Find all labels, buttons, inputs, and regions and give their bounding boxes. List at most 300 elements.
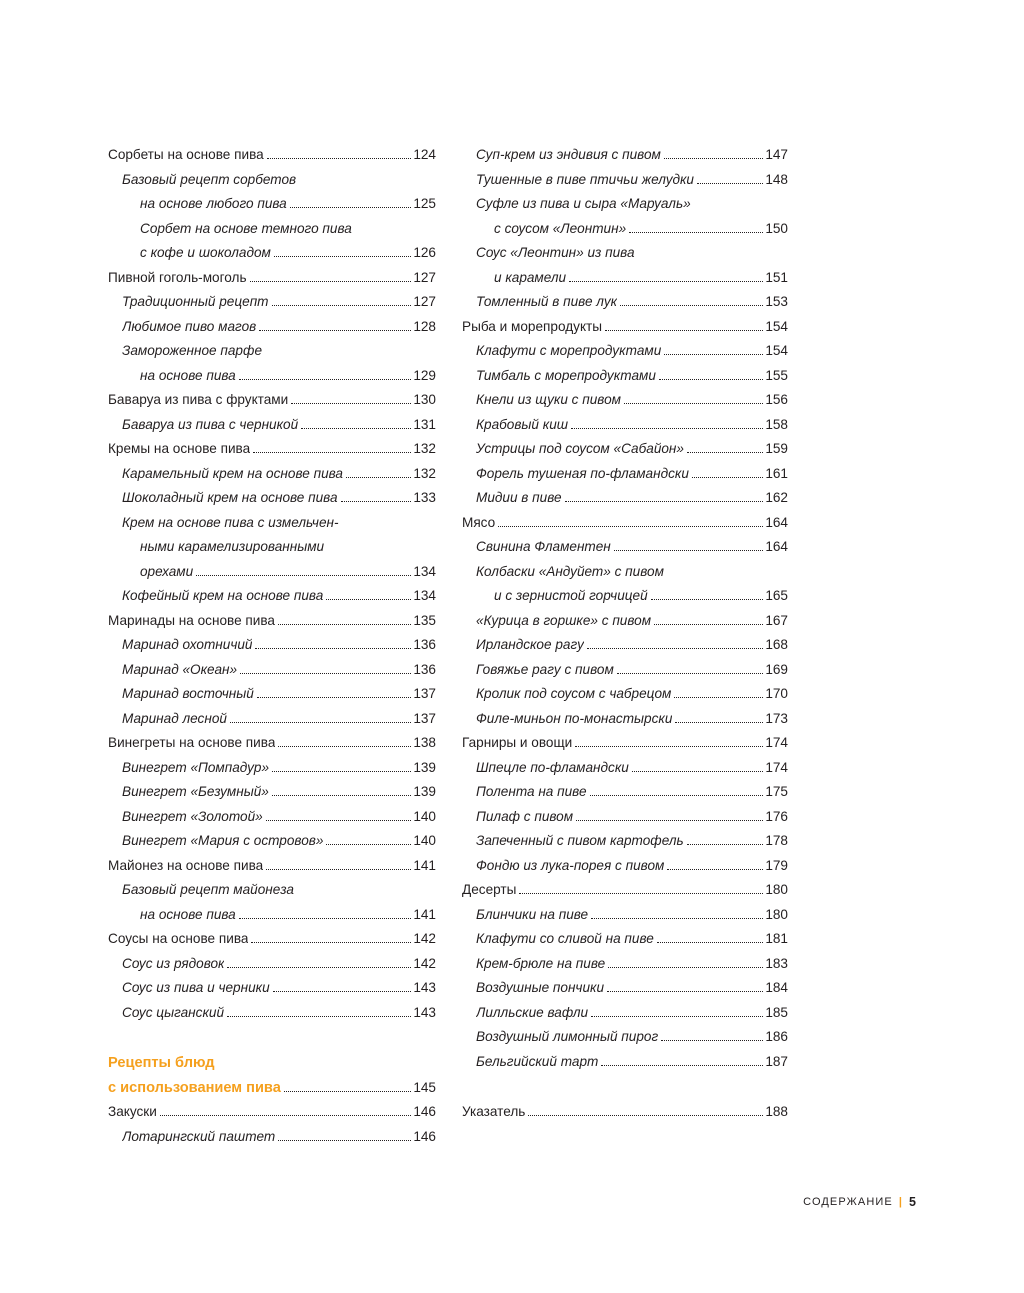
toc-entry-page: 164 (765, 539, 788, 554)
leader-dots (587, 648, 763, 649)
toc-entry[interactable] (462, 1100, 788, 1125)
toc-entry-page: 174 (765, 759, 788, 775)
leader-dots (675, 722, 763, 723)
toc-entry-page: 151 (765, 269, 788, 285)
footer-separator: | (898, 1196, 904, 1208)
toc-entry-page: 185 (765, 1004, 788, 1020)
toc-list-left-after (108, 1100, 436, 1149)
toc-entry[interactable] (108, 241, 436, 266)
toc-entry[interactable] (462, 339, 788, 364)
toc-entry-page: 143 (413, 1004, 436, 1020)
toc-entry-page: 133 (413, 490, 436, 505)
toc-entry-page: 137 (413, 710, 436, 726)
toc-entry[interactable] (462, 658, 788, 683)
toc-entry-label: с кофе и шоколадом (140, 245, 271, 260)
index-spacer (462, 1074, 788, 1100)
toc-entry[interactable] (462, 805, 788, 830)
leader-dots (272, 305, 412, 306)
leader-dots (697, 183, 763, 184)
toc-entry-label: Маринад лесной (122, 710, 227, 726)
toc-entry-label: Суфле из пива и сыра «Маруаль» (476, 196, 691, 211)
toc-entry-page: 135 (413, 612, 436, 628)
leader-dots (664, 158, 763, 159)
toc-entry[interactable] (108, 511, 436, 536)
leader-dots (251, 942, 411, 943)
toc-entry[interactable] (462, 217, 788, 242)
toc-entry-label: Традиционный рецепт (122, 294, 269, 309)
leader-dots (250, 281, 412, 282)
leader-dots (274, 256, 411, 257)
section-heading-line1 (108, 1051, 436, 1076)
toc-entry-label: Кофейный крем на основе пива (122, 588, 324, 603)
toc-entry-page: 156 (765, 392, 788, 407)
toc-entry[interactable] (462, 682, 788, 707)
toc-entry[interactable] (108, 878, 436, 903)
toc-entry[interactable] (108, 707, 436, 732)
toc-entry[interactable] (108, 413, 436, 438)
toc-entry[interactable] (108, 217, 436, 242)
leader-dots (692, 477, 763, 478)
toc-entry-page: 165 (765, 588, 788, 603)
toc-entry-label: Кремы на основе пива (108, 441, 251, 456)
toc-entry[interactable] (108, 927, 436, 952)
section-heading-text-line1: Рецепты блюд (108, 1055, 215, 1071)
toc-entry-label: Воздушный лимонный пирог (476, 1029, 659, 1044)
toc-entry-label: орехами (140, 563, 194, 579)
section-spacer (108, 1025, 436, 1051)
leader-dots (326, 599, 411, 600)
leader-dots (160, 1115, 411, 1116)
toc-entry-page: 155 (765, 367, 788, 383)
toc-entry-label: Бавaруа из пива с фруктами (108, 392, 289, 407)
toc-entry-page: 161 (765, 465, 788, 481)
toc-entry-page: 140 (413, 833, 436, 848)
toc-entry[interactable] (462, 829, 788, 854)
toc-entry-page: 136 (413, 637, 436, 652)
toc-entry-page: 153 (765, 294, 788, 309)
toc-entry-page: 146 (413, 1128, 436, 1144)
toc-entry-label: «Курица в горшке» с пивом (476, 612, 652, 628)
leader-dots (255, 648, 411, 649)
toc-entry-label: Говяжье рагу с пивом (476, 661, 614, 677)
toc-entry[interactable] (108, 805, 436, 830)
leader-dots (576, 820, 763, 821)
toc-entry-page: 124 (413, 147, 436, 162)
toc-entry-page: 162 (765, 490, 788, 505)
leader-dots (591, 1016, 763, 1017)
leader-dots (629, 232, 763, 233)
leader-dots (266, 820, 412, 821)
toc-entry-page: 125 (413, 196, 436, 211)
toc-entry-label: Маринад «Океан» (122, 661, 238, 677)
toc-entry-label: Крем-брюле на пиве (476, 955, 606, 971)
toc-entry-label: ными карамелизированными (140, 539, 325, 554)
leader-dots (278, 624, 411, 625)
toc-entry-page: 129 (413, 367, 436, 383)
toc-entry-label: Базовый рецепт сорбетов (122, 171, 297, 187)
toc-entry-label: Томленный в пиве лук (476, 294, 618, 309)
leader-dots (687, 452, 763, 453)
toc-entry-label: Тимбаль с морепродуктами (476, 367, 656, 383)
toc-entry-page: 158 (765, 416, 788, 432)
leader-dots (272, 795, 411, 796)
toc-entry-label: Кнели из щуки с пивом (476, 392, 621, 407)
toc-entry[interactable] (462, 731, 788, 756)
toc-entry-label: Винегреты на основе пива (108, 735, 276, 750)
toc-entry-label: Соус «Леонтин» из пива (476, 245, 635, 260)
toc-entry-label: Полента на пиве (476, 784, 587, 799)
toc-entry-label: Баваруа из пива с черникой (122, 416, 299, 432)
toc-entry-label: Пивной гоголь-моголь (108, 269, 247, 285)
toc-entry-label: на основе пива (140, 906, 236, 922)
toc-entry-label: Сорбеты на основе пива (108, 147, 264, 162)
toc-entry[interactable] (108, 903, 436, 928)
leader-dots (290, 207, 412, 208)
toc-entry-label: Соусы на основе пива (108, 931, 249, 946)
leader-dots (661, 1040, 763, 1041)
leader-dots (272, 771, 411, 772)
toc-entry-page: 146 (413, 1104, 436, 1119)
leader-dots (326, 844, 411, 845)
toc-entry-page: 175 (765, 784, 788, 799)
leader-dots (259, 330, 411, 331)
leader-dots (519, 893, 763, 894)
leader-dots (227, 967, 411, 968)
toc-entry[interactable] (108, 315, 436, 340)
toc-entry[interactable] (108, 780, 436, 805)
toc-entry[interactable] (462, 290, 788, 315)
leader-dots (575, 746, 763, 747)
toc-entry[interactable] (462, 364, 788, 389)
leader-dots (601, 1065, 763, 1066)
toc-entry-page: 141 (413, 906, 436, 922)
toc-entry-page: 183 (765, 955, 788, 971)
toc-entry[interactable] (462, 511, 788, 536)
leader-dots (528, 1115, 763, 1116)
toc-entry-label: Пилаф с пивом (476, 808, 574, 824)
toc-entry-label: Свинина Фламентен (476, 539, 611, 554)
toc-entry-label: Клафути с морепродуктами (476, 343, 662, 358)
leader-dots (590, 795, 764, 796)
toc-entry-page: 139 (413, 784, 436, 799)
toc-entry[interactable] (462, 413, 788, 438)
toc-entry[interactable] (108, 560, 436, 585)
leader-dots (257, 697, 411, 698)
toc-entry[interactable] (462, 780, 788, 805)
toc-entry[interactable] (108, 756, 436, 781)
toc-entry-label: Винегрет «Мария с островов» (122, 833, 324, 848)
toc-entry-label: Закуски (108, 1104, 157, 1119)
toc-entry[interactable] (108, 952, 436, 977)
toc-entry[interactable] (108, 658, 436, 683)
leader-dots (667, 869, 763, 870)
leader-dots (657, 942, 763, 943)
toc-entry-page: 139 (413, 759, 436, 775)
toc-entry-page: 132 (413, 441, 436, 456)
toc-entry[interactable] (462, 266, 788, 291)
toc-list-right (462, 143, 788, 1074)
toc-entry[interactable] (462, 903, 788, 928)
leader-dots (632, 771, 763, 772)
toc-entry-page: 148 (765, 171, 788, 187)
leader-dots (267, 158, 412, 159)
section-heading-page: 145 (413, 1079, 436, 1095)
toc-entry-label: Винегрет «Помпадур» (122, 759, 270, 775)
toc-entry[interactable] (462, 388, 788, 413)
toc-entry[interactable] (462, 756, 788, 781)
toc-columns (108, 143, 788, 1149)
toc-entry-label: Маринад восточный (122, 686, 254, 701)
toc-entry[interactable] (462, 560, 788, 585)
toc-entry-label: Воздушные пончики (476, 980, 604, 995)
toc-entry[interactable] (108, 1001, 436, 1026)
leader-dots (230, 722, 411, 723)
leader-dots (620, 305, 763, 306)
toc-entry-label: Блинчики на пиве (476, 906, 589, 922)
toc-entry-label: Шоколадный крем на основе пива (122, 490, 338, 505)
toc-entry-label: Крем на основе пива с измельчен- (122, 514, 339, 530)
toc-entry[interactable] (108, 388, 436, 413)
toc-entry-label: Маринад охотничий (122, 637, 253, 652)
toc-entry-page: 150 (765, 220, 788, 236)
toc-entry-page: 130 (413, 392, 436, 407)
toc-entry-page: 188 (765, 1104, 788, 1119)
footer-page-number: 5 (909, 1195, 916, 1209)
toc-entry-page: 154 (765, 343, 788, 358)
leader-dots (569, 281, 763, 282)
toc-entry-label: Шпецле по-фламандски (476, 759, 629, 775)
toc-entry-label: Соус цыганский (122, 1004, 224, 1020)
toc-entry-page: 127 (413, 269, 436, 285)
toc-entry-page: 141 (413, 857, 436, 873)
toc-entry[interactable] (462, 854, 788, 879)
toc-entry-page: 134 (413, 588, 436, 603)
toc-entry-page: 180 (765, 882, 788, 897)
toc-entry-page: 174 (765, 735, 788, 750)
toc-entry[interactable] (462, 1050, 788, 1075)
toc-entry[interactable] (108, 168, 436, 193)
toc-entry-label: Кролик под соусом с чабрецом (476, 686, 672, 701)
leader-dots (266, 869, 411, 870)
toc-entry-page: 142 (413, 931, 436, 946)
toc-entry[interactable] (462, 315, 788, 340)
toc-entry-label: Лилльские вафли (476, 1004, 589, 1020)
toc-entry[interactable] (108, 290, 436, 315)
toc-entry-label: Филе-миньон по-монастырски (476, 710, 673, 726)
toc-entry-page: 170 (765, 686, 788, 701)
toc-entry-page: 147 (765, 147, 788, 162)
toc-entry-label: Майонез на основе пива (108, 857, 264, 873)
toc-entry[interactable] (108, 633, 436, 658)
toc-entry-page: 169 (765, 661, 788, 677)
toc-entry-page: 128 (413, 318, 436, 334)
leader-dots (664, 354, 763, 355)
toc-column-right (462, 143, 788, 1149)
leader-dots (614, 550, 764, 551)
toc-entry-label: Запеченный с пивом картофель (476, 833, 684, 848)
leader-dots (608, 967, 763, 968)
toc-entry[interactable] (462, 192, 788, 217)
toc-entry-page: 180 (765, 906, 788, 922)
toc-entry-page: 127 (413, 294, 436, 309)
toc-entry[interactable] (108, 976, 436, 1001)
toc-entry-label: Тушенные в пиве птичьи желудки (476, 171, 694, 187)
leader-dots (291, 403, 411, 404)
leader-dots (498, 526, 763, 527)
toc-entry[interactable] (462, 1025, 788, 1050)
toc-entry[interactable] (108, 682, 436, 707)
toc-entry-label: Рыба и морепродукты (462, 318, 603, 334)
toc-entry[interactable] (108, 462, 436, 487)
toc-entry-label: Базовый рецепт майонеза (122, 882, 294, 897)
toc-entry[interactable] (462, 633, 788, 658)
leader-dots (591, 918, 763, 919)
toc-entry[interactable] (462, 584, 788, 609)
toc-entry-label: Указатель (462, 1104, 526, 1119)
toc-entry-page: 159 (765, 441, 788, 456)
section-heading-text-line2: с использованием пива (108, 1079, 281, 1096)
toc-entry-label: Крабовый киш (476, 416, 569, 432)
toc-entry-page: 164 (765, 514, 788, 530)
toc-entry-page: 167 (765, 612, 788, 628)
toc-entry[interactable] (108, 437, 436, 462)
toc-entry-page: 136 (413, 661, 436, 677)
toc-entry-page: 143 (413, 980, 436, 995)
leader-dots (273, 991, 412, 992)
toc-entry-label: Соус из пива и черники (122, 980, 270, 995)
toc-entry-label: Бельгийский тарт (476, 1053, 599, 1069)
toc-entry[interactable] (108, 266, 436, 291)
toc-entry[interactable] (108, 535, 436, 560)
toc-entry-label: Мясо (462, 514, 496, 530)
toc-entry-label: Устрицы под соусом «Сабайон» (476, 441, 684, 456)
leader-dots (571, 428, 763, 429)
toc-entry[interactable] (462, 976, 788, 1001)
toc-entry-page: 154 (765, 318, 788, 334)
toc-entry-page: 186 (765, 1029, 788, 1044)
toc-entry[interactable] (108, 584, 436, 609)
leader-dots (651, 599, 764, 600)
toc-entry[interactable] (462, 927, 788, 952)
toc-entry-label: на основе пива (140, 367, 236, 383)
leader-dots (617, 673, 764, 674)
toc-entry-page: 140 (413, 808, 436, 824)
toc-entry-label: Замороженное парфе (122, 343, 263, 358)
leader-dots (607, 991, 763, 992)
leader-dots (239, 918, 412, 919)
toc-entry[interactable] (108, 143, 436, 168)
toc-entry[interactable] (108, 854, 436, 879)
toc-list-left (108, 143, 436, 1025)
toc-entry-page: 176 (765, 808, 788, 824)
section-heading-line2[interactable] (108, 1076, 436, 1101)
toc-entry-label: Сорбет на основе темного пива (140, 220, 352, 236)
leader-dots (659, 379, 763, 380)
leader-dots (278, 1140, 411, 1141)
toc-entry-label: Любимое пиво магов (122, 318, 257, 334)
page-footer (803, 1195, 916, 1209)
toc-entry-page: 132 (413, 465, 436, 481)
toc-entry[interactable] (108, 192, 436, 217)
toc-entry[interactable] (462, 168, 788, 193)
toc-entry[interactable] (462, 878, 788, 903)
toc-entry-page: 179 (765, 857, 788, 873)
leader-dots (240, 673, 411, 674)
toc-entry[interactable] (462, 486, 788, 511)
toc-entry-label: с соусом «Леонтин» (494, 220, 627, 236)
toc-entry-label: Колбаски «Андуйет» с пивом (476, 563, 664, 579)
toc-entry-label: Клафути со сливой на пиве (476, 931, 654, 946)
toc-entry-page: 168 (765, 637, 788, 652)
toc-entry-page: 134 (413, 563, 436, 579)
toc-list-right-after (462, 1100, 788, 1125)
leader-dots (253, 452, 411, 453)
toc-entry[interactable] (462, 437, 788, 462)
toc-entry-label: Десерты (462, 882, 517, 897)
toc-entry-page: 181 (765, 931, 788, 946)
toc-entry[interactable] (108, 486, 436, 511)
leader-dots (278, 746, 411, 747)
toc-entry-page: 173 (765, 710, 788, 726)
toc-entry[interactable] (108, 364, 436, 389)
leader-dots (196, 575, 411, 576)
toc-entry-label: и с зернистой горчицей (494, 588, 648, 603)
leader-dots (284, 1091, 412, 1092)
toc-entry-label: Мидии в пиве (476, 490, 562, 505)
toc-entry[interactable] (462, 462, 788, 487)
toc-entry[interactable] (462, 707, 788, 732)
toc-entry[interactable] (462, 143, 788, 168)
toc-entry-page: 142 (413, 955, 436, 971)
leader-dots (687, 844, 764, 845)
toc-entry[interactable] (108, 829, 436, 854)
toc-entry-label: Винегрет «Безумный» (122, 784, 269, 799)
toc-entry[interactable] (108, 731, 436, 756)
toc-entry[interactable] (462, 241, 788, 266)
toc-entry-label: Форель тушеная по-фламандски (476, 465, 689, 481)
toc-entry[interactable] (462, 535, 788, 560)
toc-entry-page: 138 (413, 735, 436, 750)
footer-section-label: СОДЕРЖАНИЕ (803, 1196, 893, 1208)
toc-entry-page: 178 (765, 833, 788, 848)
toc-entry[interactable] (108, 339, 436, 364)
toc-entry[interactable] (108, 1125, 436, 1150)
toc-entry[interactable] (108, 609, 436, 634)
toc-entry[interactable] (462, 1001, 788, 1026)
toc-entry-page: 126 (413, 245, 436, 260)
toc-entry-label: Маринады на основе пива (108, 612, 275, 628)
toc-entry[interactable] (108, 1100, 436, 1125)
toc-entry[interactable] (462, 609, 788, 634)
leader-dots (565, 501, 764, 502)
leader-dots (341, 501, 412, 502)
leader-dots (239, 379, 412, 380)
leader-dots (605, 330, 763, 331)
toc-entry-label: Гарниры и овощи (462, 735, 573, 750)
leader-dots (624, 403, 763, 404)
toc-entry[interactable] (462, 952, 788, 977)
toc-entry-label: Фондю из лука-порея с пивом (476, 857, 665, 873)
toc-entry-label: Лотарингский паштет (122, 1128, 276, 1144)
toc-entry-label: Ирландское рагу (476, 637, 584, 652)
toc-entry-label: на основе любого пива (140, 196, 287, 211)
leader-dots (301, 428, 411, 429)
leader-dots (674, 697, 763, 698)
toc-entry-label: и карамели (494, 269, 567, 285)
toc-entry-label: Винегрет «Золотой» (122, 808, 263, 824)
toc-entry-page: 131 (413, 416, 436, 432)
toc-entry-label: Суп-крем из эндивия с пивом (476, 147, 661, 162)
